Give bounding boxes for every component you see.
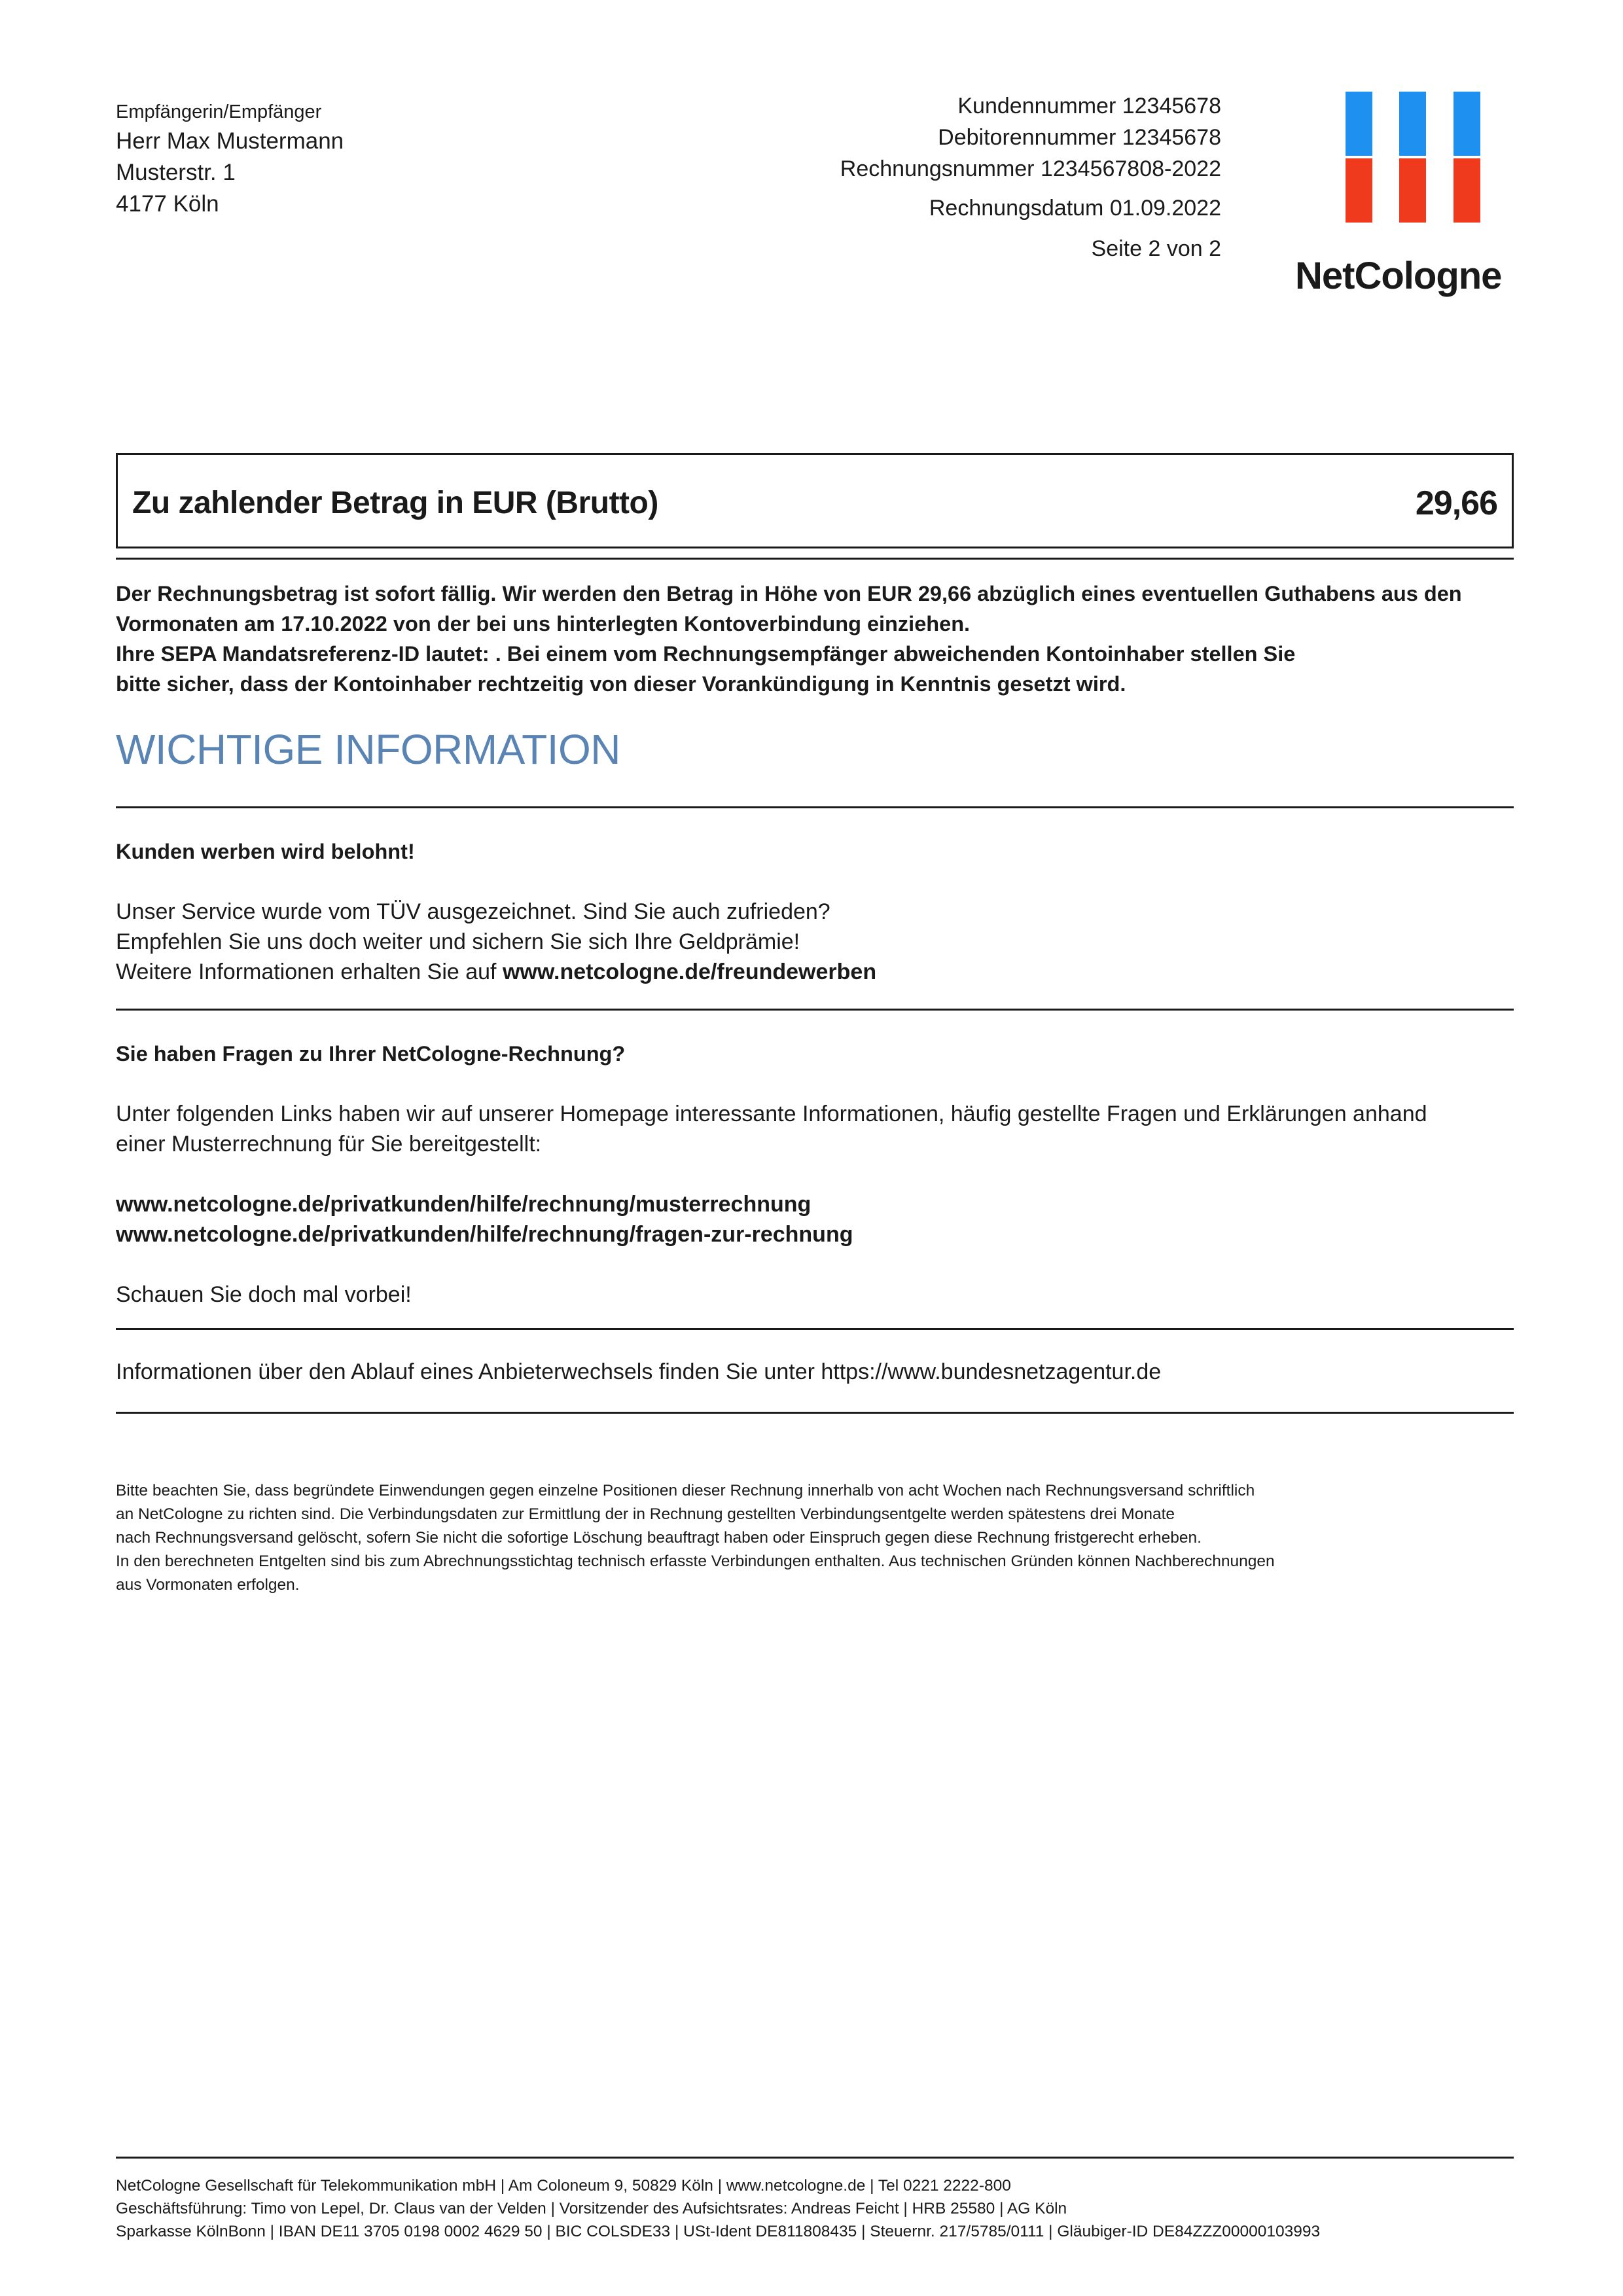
payment-notice — [116, 579, 1514, 699]
referral-heading: Kunden werben wird belohnt! — [116, 840, 415, 863]
customer-number: Kundennummer 12345678 — [957, 94, 1221, 118]
questions-closing: Schauen Sie doch mal vorbei! — [116, 1282, 412, 1307]
divider — [116, 806, 1514, 808]
amount-due-value: 29,66 — [1415, 484, 1497, 522]
fine-print-line: aus Vormonaten erfolgen. — [116, 1576, 300, 1594]
fine-print — [116, 1479, 1275, 1597]
divider — [116, 1009, 1514, 1011]
fine-print-line: nach Rechnungsversand gelöscht, sofern Sie nicht die sofortige Löschung beauftragt haben oder Einspruch gegen diese Rechnung fristgerecht erheben. — [116, 1529, 1202, 1547]
recipient-street: Musterstr. 1 — [116, 160, 236, 185]
amount-due-box — [116, 453, 1514, 548]
invoice-date: Rechnungsdatum 01.09.2022 — [929, 196, 1221, 221]
footer-divider — [116, 2157, 1514, 2159]
page-indicator: Seite 2 von 2 — [1091, 236, 1221, 261]
fine-print-line: In den berechneten Entgelten sind bis zum Abrechnungsstichtag technisch erfasste Verbindungen enthalten. Aus technischen Gründen können Nachberechnungen — [116, 1552, 1275, 1570]
referral-link[interactable]: www.netcologne.de/freundewerben — [502, 960, 877, 984]
questions-line: einer Musterrechnung für Sie bereitgestellt: — [116, 1132, 542, 1157]
divider — [116, 1412, 1514, 1414]
logo-bars-icon — [1293, 92, 1522, 229]
notice-line: bitte sicher, dass der Kontoinhaber rechtzeitig von dieser Vorankündigung in Kenntnis gesetzt wird. — [116, 672, 1126, 696]
referral-line: Empfehlen Sie uns doch weiter und sichern Sie sich Ihre Geldprämie! — [116, 929, 800, 954]
invoice-meta — [840, 90, 1221, 264]
notice-line: Ihre SEPA Mandatsreferenz-ID lautet: . Bei einem vom Rechnungsempfänger abweichenden Kontoinhaber stellen Sie — [116, 642, 1296, 666]
netcologne-logo — [1293, 92, 1522, 297]
recipient-label: Empfängerin/Empfänger — [116, 101, 322, 122]
divider — [116, 1328, 1514, 1330]
amount-due-label: Zu zahlender Betrag in EUR (Brutto) — [132, 486, 658, 520]
referral-block — [116, 836, 1514, 987]
invoice-number: Rechnungsnummer 1234567808-2022 — [840, 156, 1221, 181]
logo-wordmark: NetCologne — [1295, 255, 1502, 297]
divider — [116, 558, 1514, 560]
recipient-city: 4177 Köln — [116, 191, 219, 217]
recipient-address — [116, 98, 344, 220]
referral-line: Unser Service wurde vom TÜV ausgezeichnet. Sind Sie auch zufrieden? — [116, 899, 830, 924]
notice-line: Der Rechnungsbetrag ist sofort fällig. Wir werden den Betrag in Höhe von EUR 29,66 abzüglich eines eventuellen Guthabens aus den — [116, 582, 1462, 605]
recipient-name: Herr Max Mustermann — [116, 128, 344, 154]
notice-line: Vormonaten am 17.10.2022 von der bei uns hinterlegten Kontoverbindung einziehen. — [116, 612, 971, 636]
questions-heading: Sie haben Fragen zu Ihrer NetCologne-Rechnung? — [116, 1042, 626, 1066]
footer-line: Geschäftsführung: Timo von Lepel, Dr. Claus van der Velden | Vorsitzender des Aufsichtsrates: Andreas Feicht | HRB 25580 | AG Köln — [116, 2200, 1067, 2217]
invoice-faq-link[interactable]: www.netcologne.de/privatkunden/hilfe/rechnung/fragen-zur-rechnung — [116, 1222, 853, 1247]
fine-print-line: Bitte beachten Sie, dass begründete Einwendungen gegen einzelne Positionen dieser Rechnung innerhalb von acht Wochen nach Rechnungsversand schriftlich — [116, 1482, 1255, 1499]
fine-print-line: an NetCologne zu richten sind. Die Verbindungsdaten zur Ermittlung der in Rechnung gestellten Verbindungsentgelte werden spätestens drei Monate — [116, 1505, 1175, 1523]
debtor-number: Debitorennummer 12345678 — [938, 125, 1221, 150]
questions-line: Unter folgenden Links haben wir auf unserer Homepage interessante Informationen, häufig gestellte Fragen und Erklärungen anhand — [116, 1102, 1427, 1126]
questions-block — [116, 1039, 1514, 1310]
section-title: WICHTIGE INFORMATION — [116, 726, 620, 773]
sample-invoice-link[interactable]: www.netcologne.de/privatkunden/hilfe/rechnung/musterrechnung — [116, 1192, 812, 1217]
referral-line — [116, 957, 1514, 987]
referral-prefix: Weitere Informationen erhalten Sie auf — [116, 960, 503, 984]
footer-line: Sparkasse KölnBonn | IBAN DE11 3705 0198 0002 4629 50 | BIC COLSDE33 | USt-Ident DE811808435 | Steuernr. 217/5785/0111 | Gläubiger-ID DE84ZZZ00000103993 — [116, 2223, 1321, 2240]
provider-change-text: Informationen über den Ablauf eines Anbieterwechsels finden Sie unter https://www.bundesnetzagentur.de — [116, 1359, 1162, 1384]
footer — [116, 2174, 1320, 2243]
provider-change-block — [116, 1357, 1514, 1387]
footer-line: NetCologne Gesellschaft für Telekommunikation mbH | Am Coloneum 9, 50829 Köln | www.netcologne.de | Tel 0221 2222-800 — [116, 2177, 1011, 2195]
